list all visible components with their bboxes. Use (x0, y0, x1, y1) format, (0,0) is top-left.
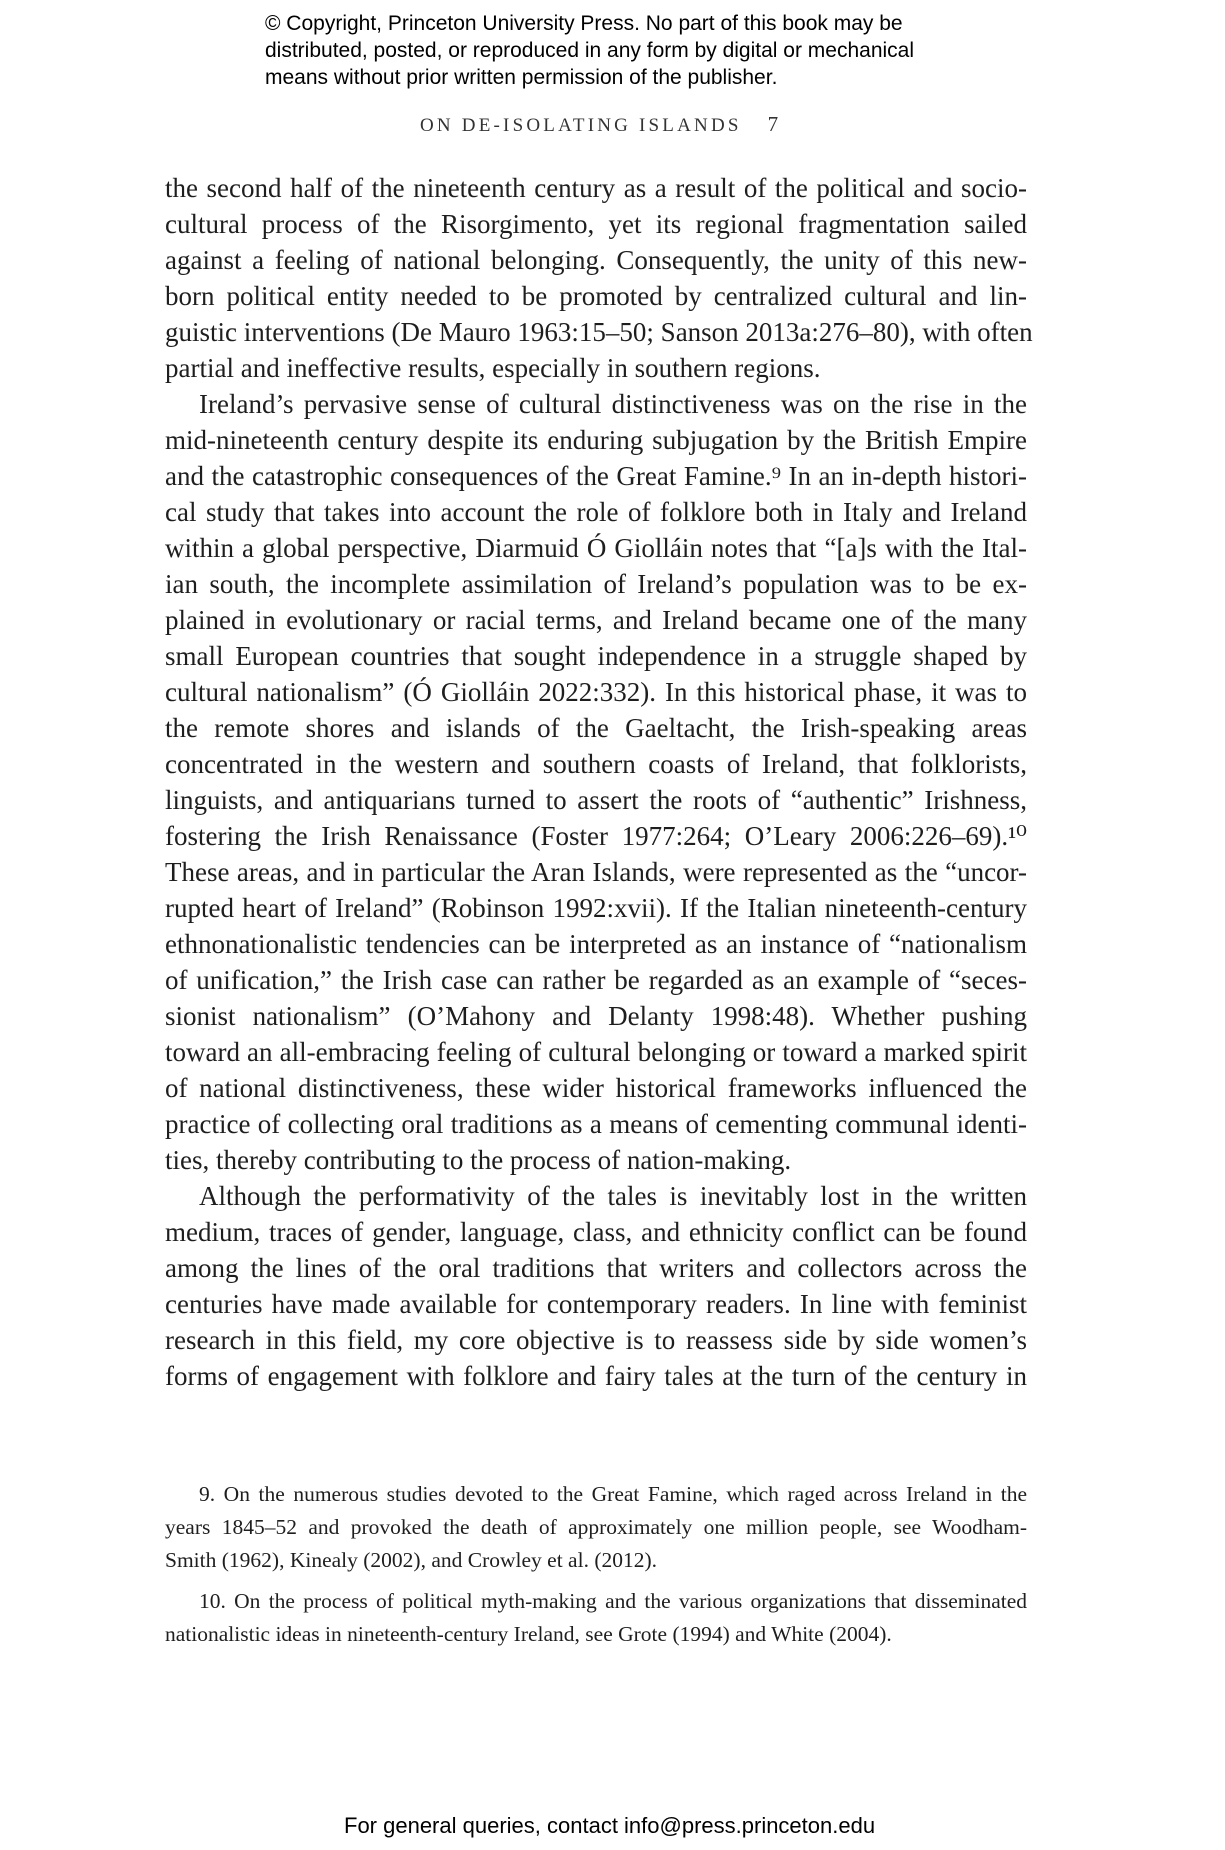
body-line: cultural nationalism” (Ó Giolláin 2022:332). In this historical phase, it was to (165, 677, 1027, 707)
body-line: forms of engagement with folklore and fairy tales at the turn of the century in (165, 1361, 1027, 1391)
body-line: the second half of the nineteenth century as a result of the political and socio- (165, 173, 1027, 203)
body-text (165, 170, 1033, 1394)
body-line: cal study that takes into account the role of folklore both in Italy and Ireland (165, 497, 1027, 527)
body-line: toward an all-embracing feeling of cultural belonging or toward a marked spirit (165, 1037, 1027, 1067)
body-line: and the catastrophic consequences of the Great Famine.⁹ In an in-depth histori- (165, 461, 1027, 491)
body-line: guistic interventions (De Mauro 1963:15–50; Sanson 2013a:276–80), with often (165, 317, 1033, 347)
body-line: concentrated in the western and southern coasts of Ireland, that folklorists, (165, 749, 1027, 779)
body-line: rupted heart of Ireland” (Robinson 1992:xvii). If the Italian nineteenth-century (165, 893, 1027, 923)
running-head-title: ON DE-ISOLATING ISLANDS (420, 115, 742, 136)
copyright-line: means without prior written permission of the publisher. (265, 66, 778, 89)
body-line: small European countries that sought independence in a struggle shaped by (165, 641, 1027, 671)
body-line: research in this field, my core objective is to reassess side by side women’s (165, 1325, 1027, 1355)
footnote-9-line: years 1845–52 and provoked the death of approximately one million people, see Woodham- (165, 1515, 1027, 1539)
footnote-9-line: Smith (1962), Kinealy (2002), and Crowley et al. (2012). (165, 1548, 658, 1572)
footnote-10-line: nationalistic ideas in nineteenth-century Ireland, see Grote (1994) and White (2004). (165, 1622, 892, 1646)
footnote-9-line: 9. On the numerous studies devoted to the Great Famine, which raged across Ireland in the (199, 1482, 1027, 1506)
footer-contact: For general queries, contact info@press.princeton.edu (344, 1813, 876, 1838)
body-line: These areas, and in particular the Aran Islands, were represented as the “uncor- (165, 857, 1027, 887)
body-line: cultural process of the Risorgimento, yet its regional fragmentation sailed (165, 209, 1027, 239)
body-line: against a feeling of national belonging. Consequently, the unity of this new- (165, 245, 1027, 275)
body-line: partial and ineffective results, especially in southern regions. (165, 353, 821, 383)
body-line: sionist nationalism” (O’Mahony and Delanty 1998:48). Whether pushing (165, 1001, 1027, 1031)
page-number: 7 (767, 112, 779, 136)
footnote-10-line: 10. On the process of political myth-making and the various organizations that disseminated (199, 1589, 1027, 1613)
body-line: linguists, and antiquarians turned to assert the roots of “authentic” Irishness, (165, 785, 1027, 815)
body-line: centuries have made available for contemporary readers. In line with feminist (165, 1289, 1027, 1319)
copyright-notice (265, 10, 1025, 91)
body-line: Ireland’s pervasive sense of cultural distinctiveness was on the rise in the (199, 389, 1027, 419)
body-line: of national distinctiveness, these wider historical frameworks influenced the (165, 1073, 1027, 1103)
running-head (420, 112, 778, 137)
body-line: the remote shores and islands of the Gaeltacht, the Irish-speaking areas (165, 713, 1027, 743)
body-line: plained in evolutionary or racial terms, and Ireland became one of the many (165, 605, 1027, 635)
body-line: within a global perspective, Diarmuid Ó Giolláin notes that “[a]s with the Ital- (165, 533, 1027, 563)
body-line: Although the performativity of the tales is inevitably lost in the written (199, 1181, 1027, 1211)
body-line: medium, traces of gender, language, class, and ethnicity conflict can be found (165, 1217, 1027, 1247)
body-line: practice of collecting oral traditions as a means of cementing communal identi- (165, 1109, 1027, 1139)
copyright-line: © Copyright, Princeton University Press. No part of this book may be (265, 12, 903, 35)
body-line: ian south, the incomplete assimilation of Ireland’s population was to be ex- (165, 569, 1027, 599)
body-line: of unification,” the Irish case can rather be regarded as an example of “seces- (165, 965, 1027, 995)
body-line: fostering the Irish Renaissance (Foster 1977:264; O’Leary 2006:226–69).¹⁰ (165, 821, 1027, 851)
copyright-line: distributed, posted, or reproduced in any form by digital or mechanical (265, 39, 915, 62)
body-line: ties, thereby contributing to the process of nation-making. (165, 1145, 792, 1175)
body-line: among the lines of the oral traditions that writers and collectors across the (165, 1253, 1027, 1283)
footnotes (165, 1478, 1027, 1651)
body-line: born political entity needed to be promoted by centralized cultural and lin- (165, 281, 1027, 311)
body-line: ethnonationalistic tendencies can be interpreted as an instance of “nationalism (165, 929, 1027, 959)
body-line: mid-nineteenth century despite its enduring subjugation by the British Empire (165, 425, 1027, 455)
